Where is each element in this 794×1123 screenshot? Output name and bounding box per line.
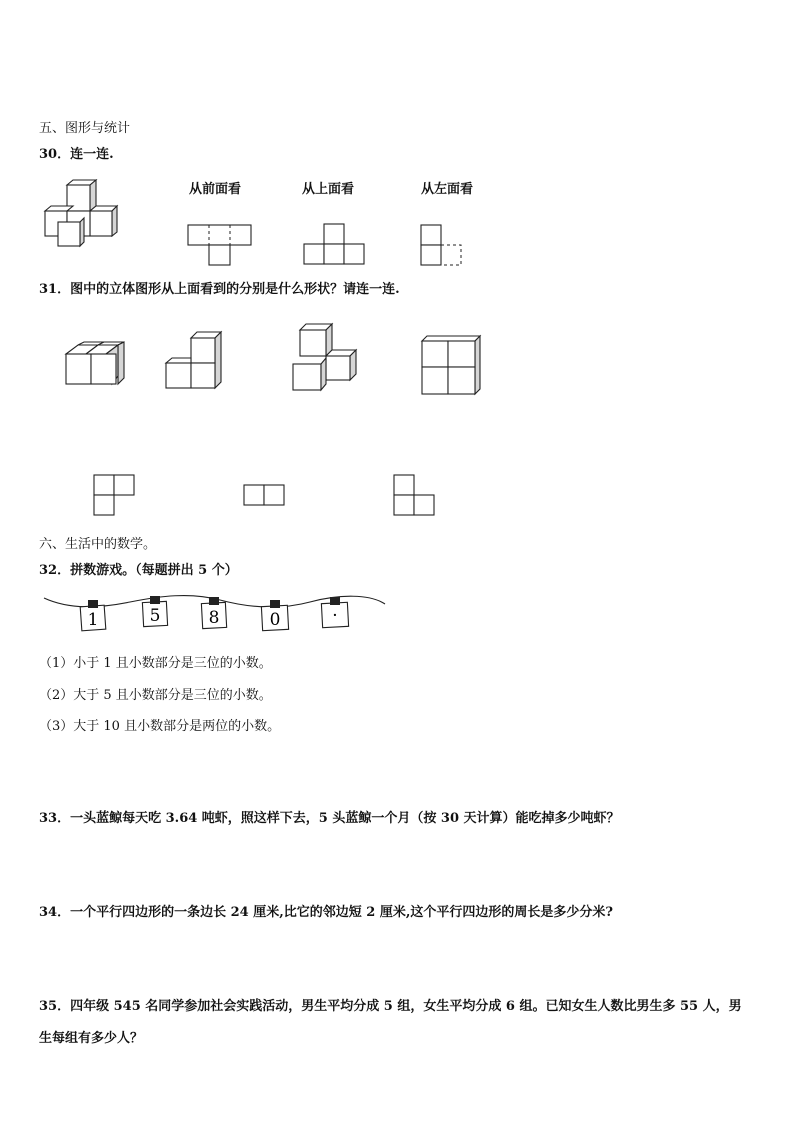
card-digit-8: 8 xyxy=(208,608,220,628)
q30-solid-figure xyxy=(40,178,140,248)
card-5 xyxy=(142,596,167,627)
q32-sub-1: （1）小于 1 且小数部分是三位的小数。 xyxy=(39,656,272,671)
q31-solid-c xyxy=(290,322,360,392)
question-35-line-2: 生每组有多少人？ xyxy=(39,1031,144,1046)
card-dot xyxy=(321,597,348,628)
card-0 xyxy=(261,600,288,631)
card-8 xyxy=(201,597,226,629)
card-1 xyxy=(80,600,106,631)
q32-number-cards xyxy=(40,590,390,635)
q30-view-shape-3 xyxy=(421,223,467,269)
question-31-prompt: 31．图中的立体图形从上面看到的分别是什么形状？请连一连. xyxy=(39,282,400,297)
q30-view-shape-2 xyxy=(304,222,368,268)
q31-solid-a xyxy=(64,340,130,390)
question-33: 33．一头蓝鲸每天吃 3.64 吨虾，照这样下去，5 头蓝鲸一个月（按 30 天计算）能吃掉多少吨虾？ xyxy=(39,811,620,826)
view-label-left: 从左面看 xyxy=(421,182,474,197)
view-label-front: 从前面看 xyxy=(189,182,242,197)
card-digit-dot: · xyxy=(332,606,338,626)
q31-option-1 xyxy=(93,474,137,518)
q31-solid-b xyxy=(164,328,226,390)
q32-sub-3: （3）大于 10 且小数部分是两位的小数。 xyxy=(39,719,281,734)
question-35-line-1: 35．四年级 545 名同学参加社会实践活动，男生平均分成 5 组，女生平均分成 6 组。已知女生人数比男生多 55 人，男 xyxy=(39,999,742,1014)
card-digit-0: 0 xyxy=(269,610,281,630)
section-heading-5: 五、图形与统计 xyxy=(39,121,131,136)
card-digit-5: 5 xyxy=(149,606,161,626)
view-label-top: 从上面看 xyxy=(302,182,355,197)
card-digit-1: 1 xyxy=(87,610,99,630)
q32-sub-2: （2）大于 5 且小数部分是三位的小数。 xyxy=(39,688,272,703)
section-heading-6: 六、生活中的数学。 xyxy=(39,537,157,552)
q31-option-3 xyxy=(393,474,437,518)
q31-option-2 xyxy=(243,484,287,508)
question-34: 34．一个平行四边形的一条边长 24 厘米,比它的邻边短 2 厘米,这个平行四边形的周长是多少分米? xyxy=(39,905,614,920)
q31-solid-d xyxy=(420,334,484,398)
q30-view-shape-1 xyxy=(188,223,254,267)
question-30-prompt: 30．连一连. xyxy=(39,147,114,162)
question-32-prompt: 32．拼数游戏。（每题拼出 5 个） xyxy=(39,563,238,578)
